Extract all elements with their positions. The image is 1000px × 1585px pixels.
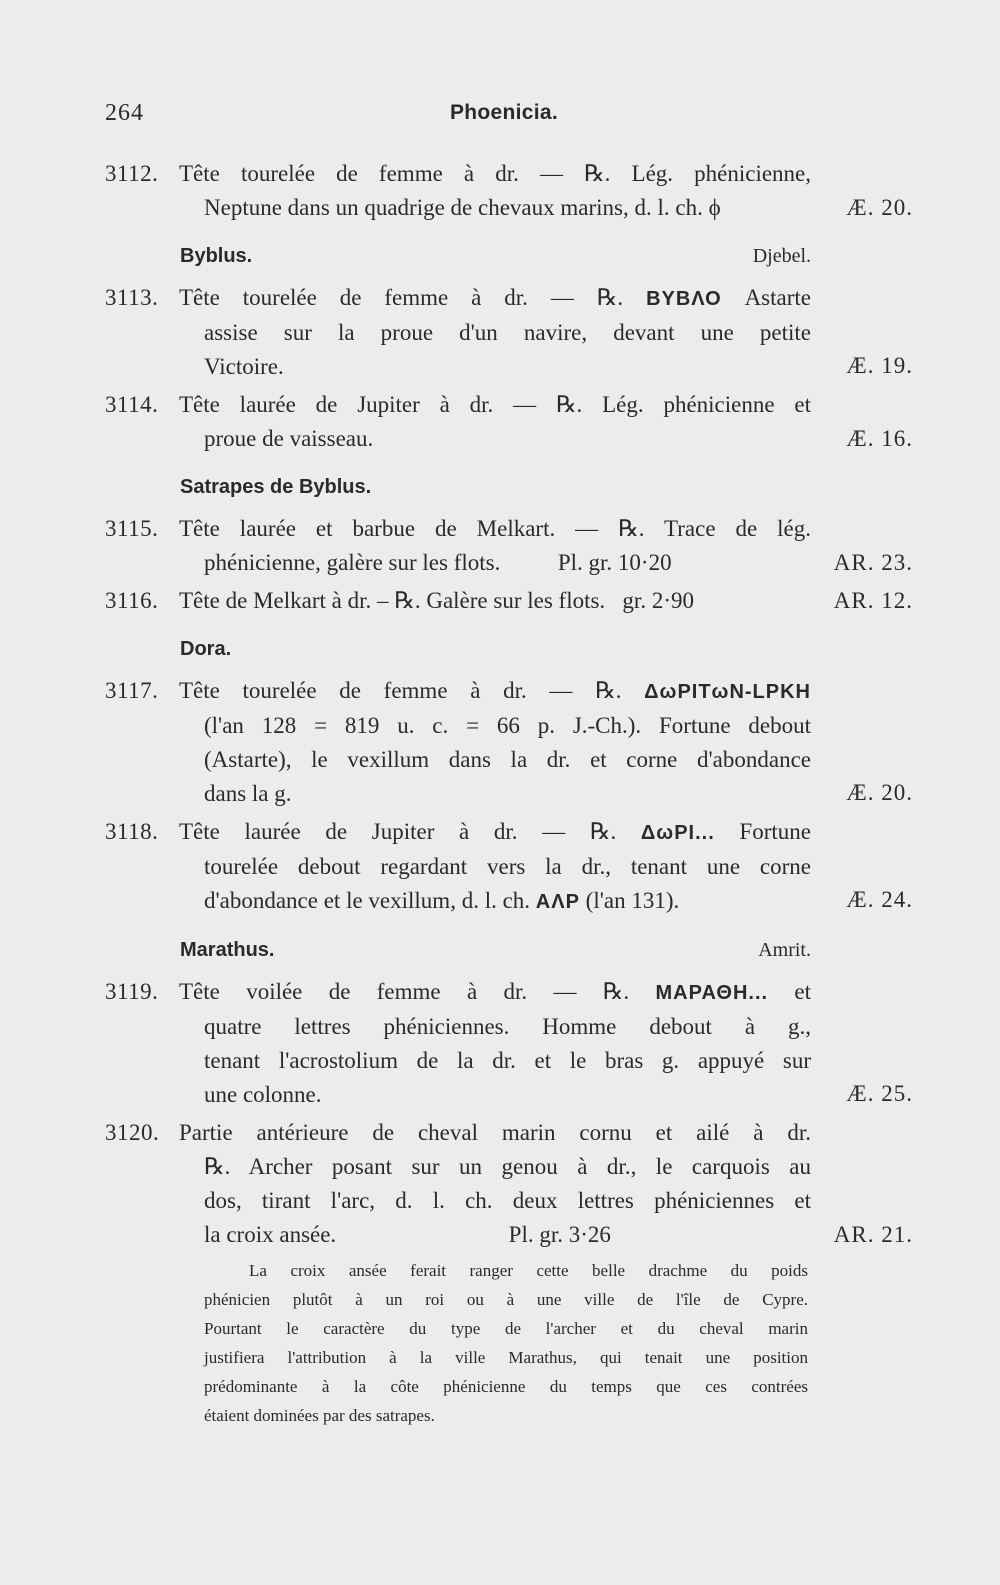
section-heading xyxy=(105,239,925,273)
entry-description xyxy=(179,975,811,1112)
entry-description xyxy=(179,815,811,919)
description-line: ℞. Archer posant sur un genou à dr., le carquois au xyxy=(204,1154,811,1179)
description-line: Neptune dans un quadrige de chevaux marins, d. l. ch. ϕ xyxy=(204,195,721,220)
description-text: Tête tourelée de femme à dr. — ℞. xyxy=(179,678,645,703)
legend-inscription: ΔωΡΙ... xyxy=(640,822,715,844)
footnote-line: étaient dominées par des satrapes. xyxy=(204,1406,435,1425)
description-line xyxy=(179,743,811,777)
description-text: (Astarte), le vexillum dans la dr. et corne d'abondance xyxy=(204,747,811,772)
description-text: d'abondance et le vexillum, d. l. ch. xyxy=(204,888,536,913)
description-text: Victoire. xyxy=(204,354,284,379)
legend-inscription: ΔωΡΙΤωΝ-LΡΚΗ xyxy=(644,681,811,703)
entry-number: 3113. xyxy=(105,285,159,310)
entry-number: 3117. xyxy=(105,678,159,703)
description-line xyxy=(179,1010,811,1044)
legend-inscription: ΑΛΡ xyxy=(535,891,580,913)
metal-size: AR. 23. xyxy=(833,550,913,575)
description-line xyxy=(179,975,811,1010)
section-modern-name: Djebel. xyxy=(752,245,811,267)
catalogue-entry xyxy=(105,281,925,384)
catalogue-entry xyxy=(105,815,925,919)
description-text: Tête voilée de femme à dr. — ℞. xyxy=(179,979,656,1004)
section-name: Marathus. xyxy=(180,939,275,961)
description-line: la croix ansée. Pl. gr. 3·26 xyxy=(204,1222,611,1247)
section-heading xyxy=(105,933,925,967)
footnote xyxy=(204,1256,808,1430)
legend-inscription: ΜΑΡΑΘΗ... xyxy=(655,982,769,1004)
description-text: Fortune xyxy=(714,819,811,844)
page-title: Phoenicia. xyxy=(450,101,559,124)
description-line: Tête laurée de Jupiter à dr. — ℞. Lég. phénicienne et xyxy=(179,392,811,417)
catalogue-entry xyxy=(105,584,925,618)
footnote-line: justifiera l'attribution à la ville Marathus, qui tenait une position xyxy=(204,1348,808,1367)
section-heading xyxy=(105,470,925,504)
entry-number: 3116. xyxy=(105,588,159,613)
metal-size: AR. 12. xyxy=(833,588,913,613)
description-line: Tête tourelée de femme à dr. — ℞. Lég. phénicienne, xyxy=(179,161,811,186)
description-line xyxy=(179,850,811,884)
description-text: tenant l'acrostolium de la dr. et le bras g. appuyé sur xyxy=(204,1048,811,1073)
description-text: dans la g. xyxy=(204,781,292,806)
footnote-line: phénicien plutôt à un roi ou à une ville de l'île de Cypre. xyxy=(204,1290,808,1309)
metal-size: Æ. 16. xyxy=(846,426,913,451)
entry-description xyxy=(179,388,811,456)
description-line: Tête laurée et barbue de Melkart. — ℞. Trace de lég. xyxy=(179,516,811,541)
catalogue-entry xyxy=(105,157,925,225)
description-text: Tête tourelée de femme à dr. — ℞. xyxy=(179,285,647,310)
section-heading xyxy=(105,632,925,666)
catalogue-entry xyxy=(105,512,925,580)
entry-number: 3114. xyxy=(105,392,159,417)
description-line: proue de vaisseau. xyxy=(204,426,374,451)
description-text: quatre lettres phéniciennes. Homme debout à g., xyxy=(204,1014,811,1039)
section-name: Dora. xyxy=(180,638,232,660)
catalogue-entry xyxy=(105,674,925,811)
footnote-line: prédominante à la côte phénicienne du temps que ces contrées xyxy=(204,1377,808,1396)
footnote-line: Pourtant le caractère du type de l'archer et du cheval marin xyxy=(204,1319,808,1338)
description-text: (l'an 131). xyxy=(579,888,680,913)
entry-description xyxy=(179,1116,811,1252)
description-line xyxy=(179,281,811,316)
description-text: (l'an 128 = 819 u. c. = 66 p. J.-Ch.). Fortune debout xyxy=(204,713,811,738)
description-text: une colonne. xyxy=(204,1082,322,1107)
metal-size: Æ. 20. xyxy=(846,780,913,805)
description-line xyxy=(179,777,811,811)
entry-description xyxy=(179,512,811,580)
description-text: Tête laurée de Jupiter à dr. — ℞. xyxy=(179,819,641,844)
catalogue-entry xyxy=(105,388,925,456)
metal-size: Æ. 25. xyxy=(846,1081,913,1106)
description-text: tourelée debout regardant vers la dr., tenant une corne xyxy=(204,854,811,879)
section-name: Byblus. xyxy=(180,245,253,267)
metal-size: Æ. 24. xyxy=(846,887,913,912)
description-text: Astarte xyxy=(721,285,811,310)
entry-number: 3112. xyxy=(105,161,159,186)
catalogue-entry xyxy=(105,1116,925,1252)
description-line xyxy=(179,709,811,743)
entry-description xyxy=(179,157,811,225)
entry-description xyxy=(179,281,811,384)
page-header xyxy=(105,96,925,130)
description-line: dos, tirant l'arc, d. l. ch. deux lettres phéniciennes et xyxy=(204,1188,811,1213)
entry-number: 3115. xyxy=(105,516,159,541)
entry-number: 3120. xyxy=(105,1120,160,1145)
description-line xyxy=(179,884,811,919)
metal-size: Æ. 20. xyxy=(846,195,913,220)
description-text: et xyxy=(768,979,811,1004)
entry-description xyxy=(179,674,811,811)
catalogue-entries xyxy=(105,157,925,1430)
section-name: Satrapes de Byblus. xyxy=(180,476,372,498)
metal-size: Æ. 19. xyxy=(846,353,913,378)
description-line: Partie antérieure de cheval marin cornu et ailé à dr. xyxy=(179,1120,811,1145)
footnote-line: La croix ansée ferait ranger cette belle drachme du poids xyxy=(249,1261,808,1280)
description-line xyxy=(179,350,811,384)
entry-description xyxy=(179,584,811,618)
description-text: assise sur la proue d'un navire, devant une petite xyxy=(204,320,811,345)
description-line xyxy=(179,674,811,709)
entry-number: 3119. xyxy=(105,979,159,1004)
page-number: 264 xyxy=(105,100,144,126)
metal-size: AR. 21. xyxy=(833,1222,913,1247)
entry-number: 3118. xyxy=(105,819,159,844)
description-line xyxy=(179,1044,811,1078)
description-line xyxy=(179,1078,811,1112)
catalogue-entry xyxy=(105,975,925,1112)
description-line xyxy=(179,815,811,850)
legend-inscription: ΒΥΒΛΟ xyxy=(646,288,722,310)
description-line: phénicienne, galère sur les flots. Pl. gr. 10·20 xyxy=(204,550,672,575)
description-line xyxy=(179,316,811,350)
description-line: Tête de Melkart à dr. – ℞. Galère sur les flots. gr. 2·90 xyxy=(179,588,694,613)
section-modern-name: Amrit. xyxy=(758,939,811,961)
